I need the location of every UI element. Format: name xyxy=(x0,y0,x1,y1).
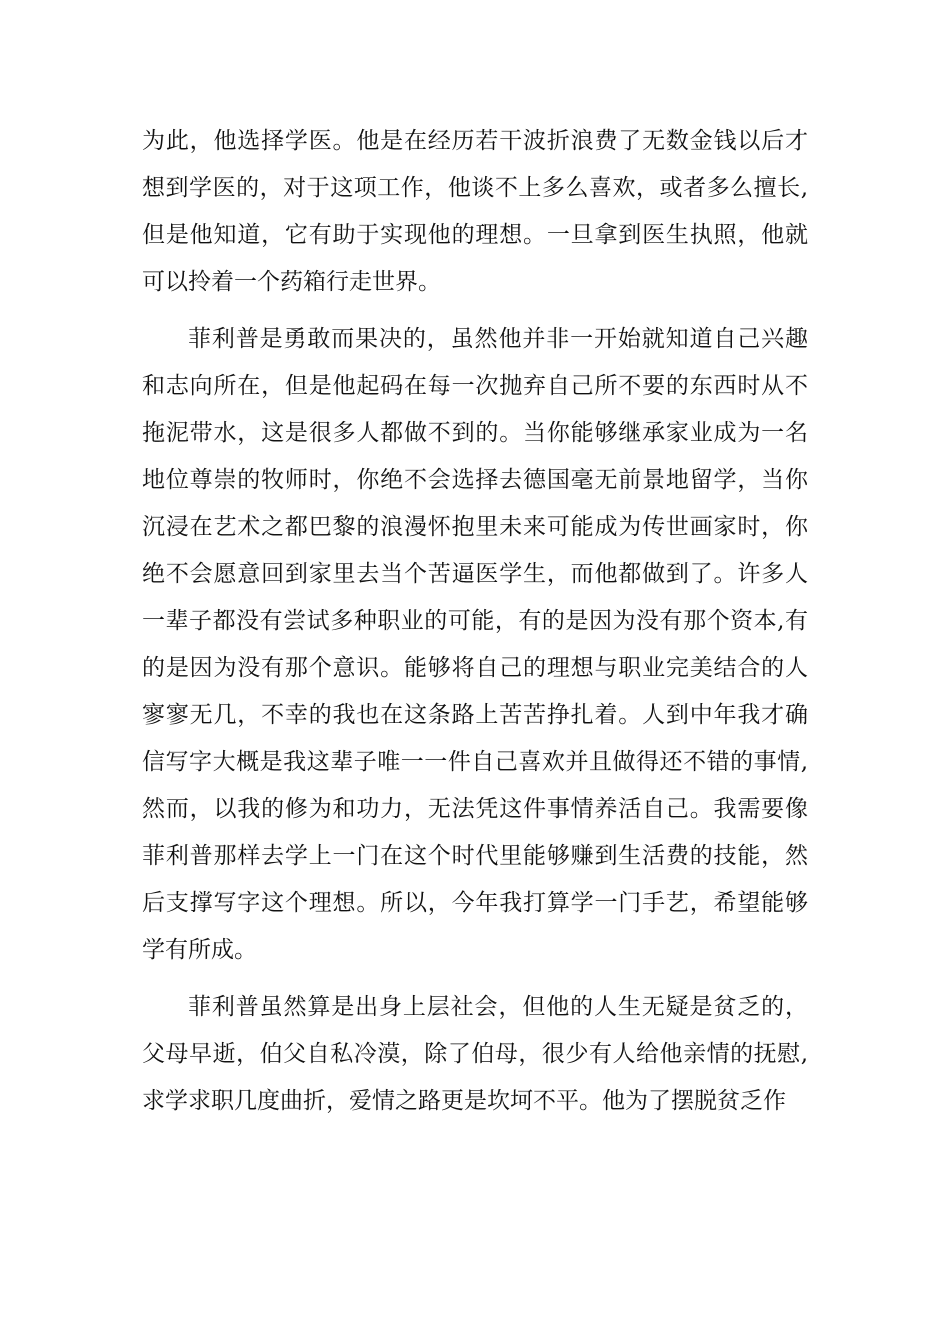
paragraph-3: 菲利普虽然算是出身上层社会，但他的人生无疑是贫乏的，父母早逝，伯父自私冷漠，除了伯母，很少有人给他亲情的抚慰,求学求职几度曲折，爱情之路更是坎坷不平。他为了摆脱贫乏作 xyxy=(142,994,808,1114)
paragraph-1: 为此，他选择学医。他是在经历若干波折浪费了无数金钱以后才想到学医的，对于这项工作，他谈不上多么喜欢，或者多么擅长,但是他知道，它有助于实现他的理想。一旦拿到医生执照，他就可以拎着一个药箱行走世界。 xyxy=(142,128,808,295)
paragraph-2: 菲利普是勇敢而果决的，虽然他并非一开始就知道自己兴趣和志向所在，但是他起码在每一次抛弃自己所不要的东西时从不拖泥带水，这是很多人都做不到的。当你能够继承家业成为一名地位尊崇的牧师时，你绝不会选择去德国毫无前景地留学，当你沉浸在艺术之都巴黎的浪漫怀抱里未来可能成为传世画家时，你绝不会愿意回到家里去当个苦逼医学生，而他都做到了。许多人一辈子都没有尝试多种职业的可能，有的是因为没有那个资本,有的是因为没有那个意识。能够将自己的理想与职业完美结合的人寥寥无几，不幸的我也在这条路上苦苦挣扎着。人到中年我才确信写字大概是我这辈子唯一一件自己喜欢并且做得还不错的事情,然而，以我的修为和功力，无法凭这件事情养活自己。我需要像菲利普那样去学上一门在这个时代里能够赚到生活费的技能，然后支撑写字这个理想。所以，今年我打算学一门手艺，希望能够学有所成。 xyxy=(142,326,808,963)
document-body xyxy=(142,118,808,1125)
